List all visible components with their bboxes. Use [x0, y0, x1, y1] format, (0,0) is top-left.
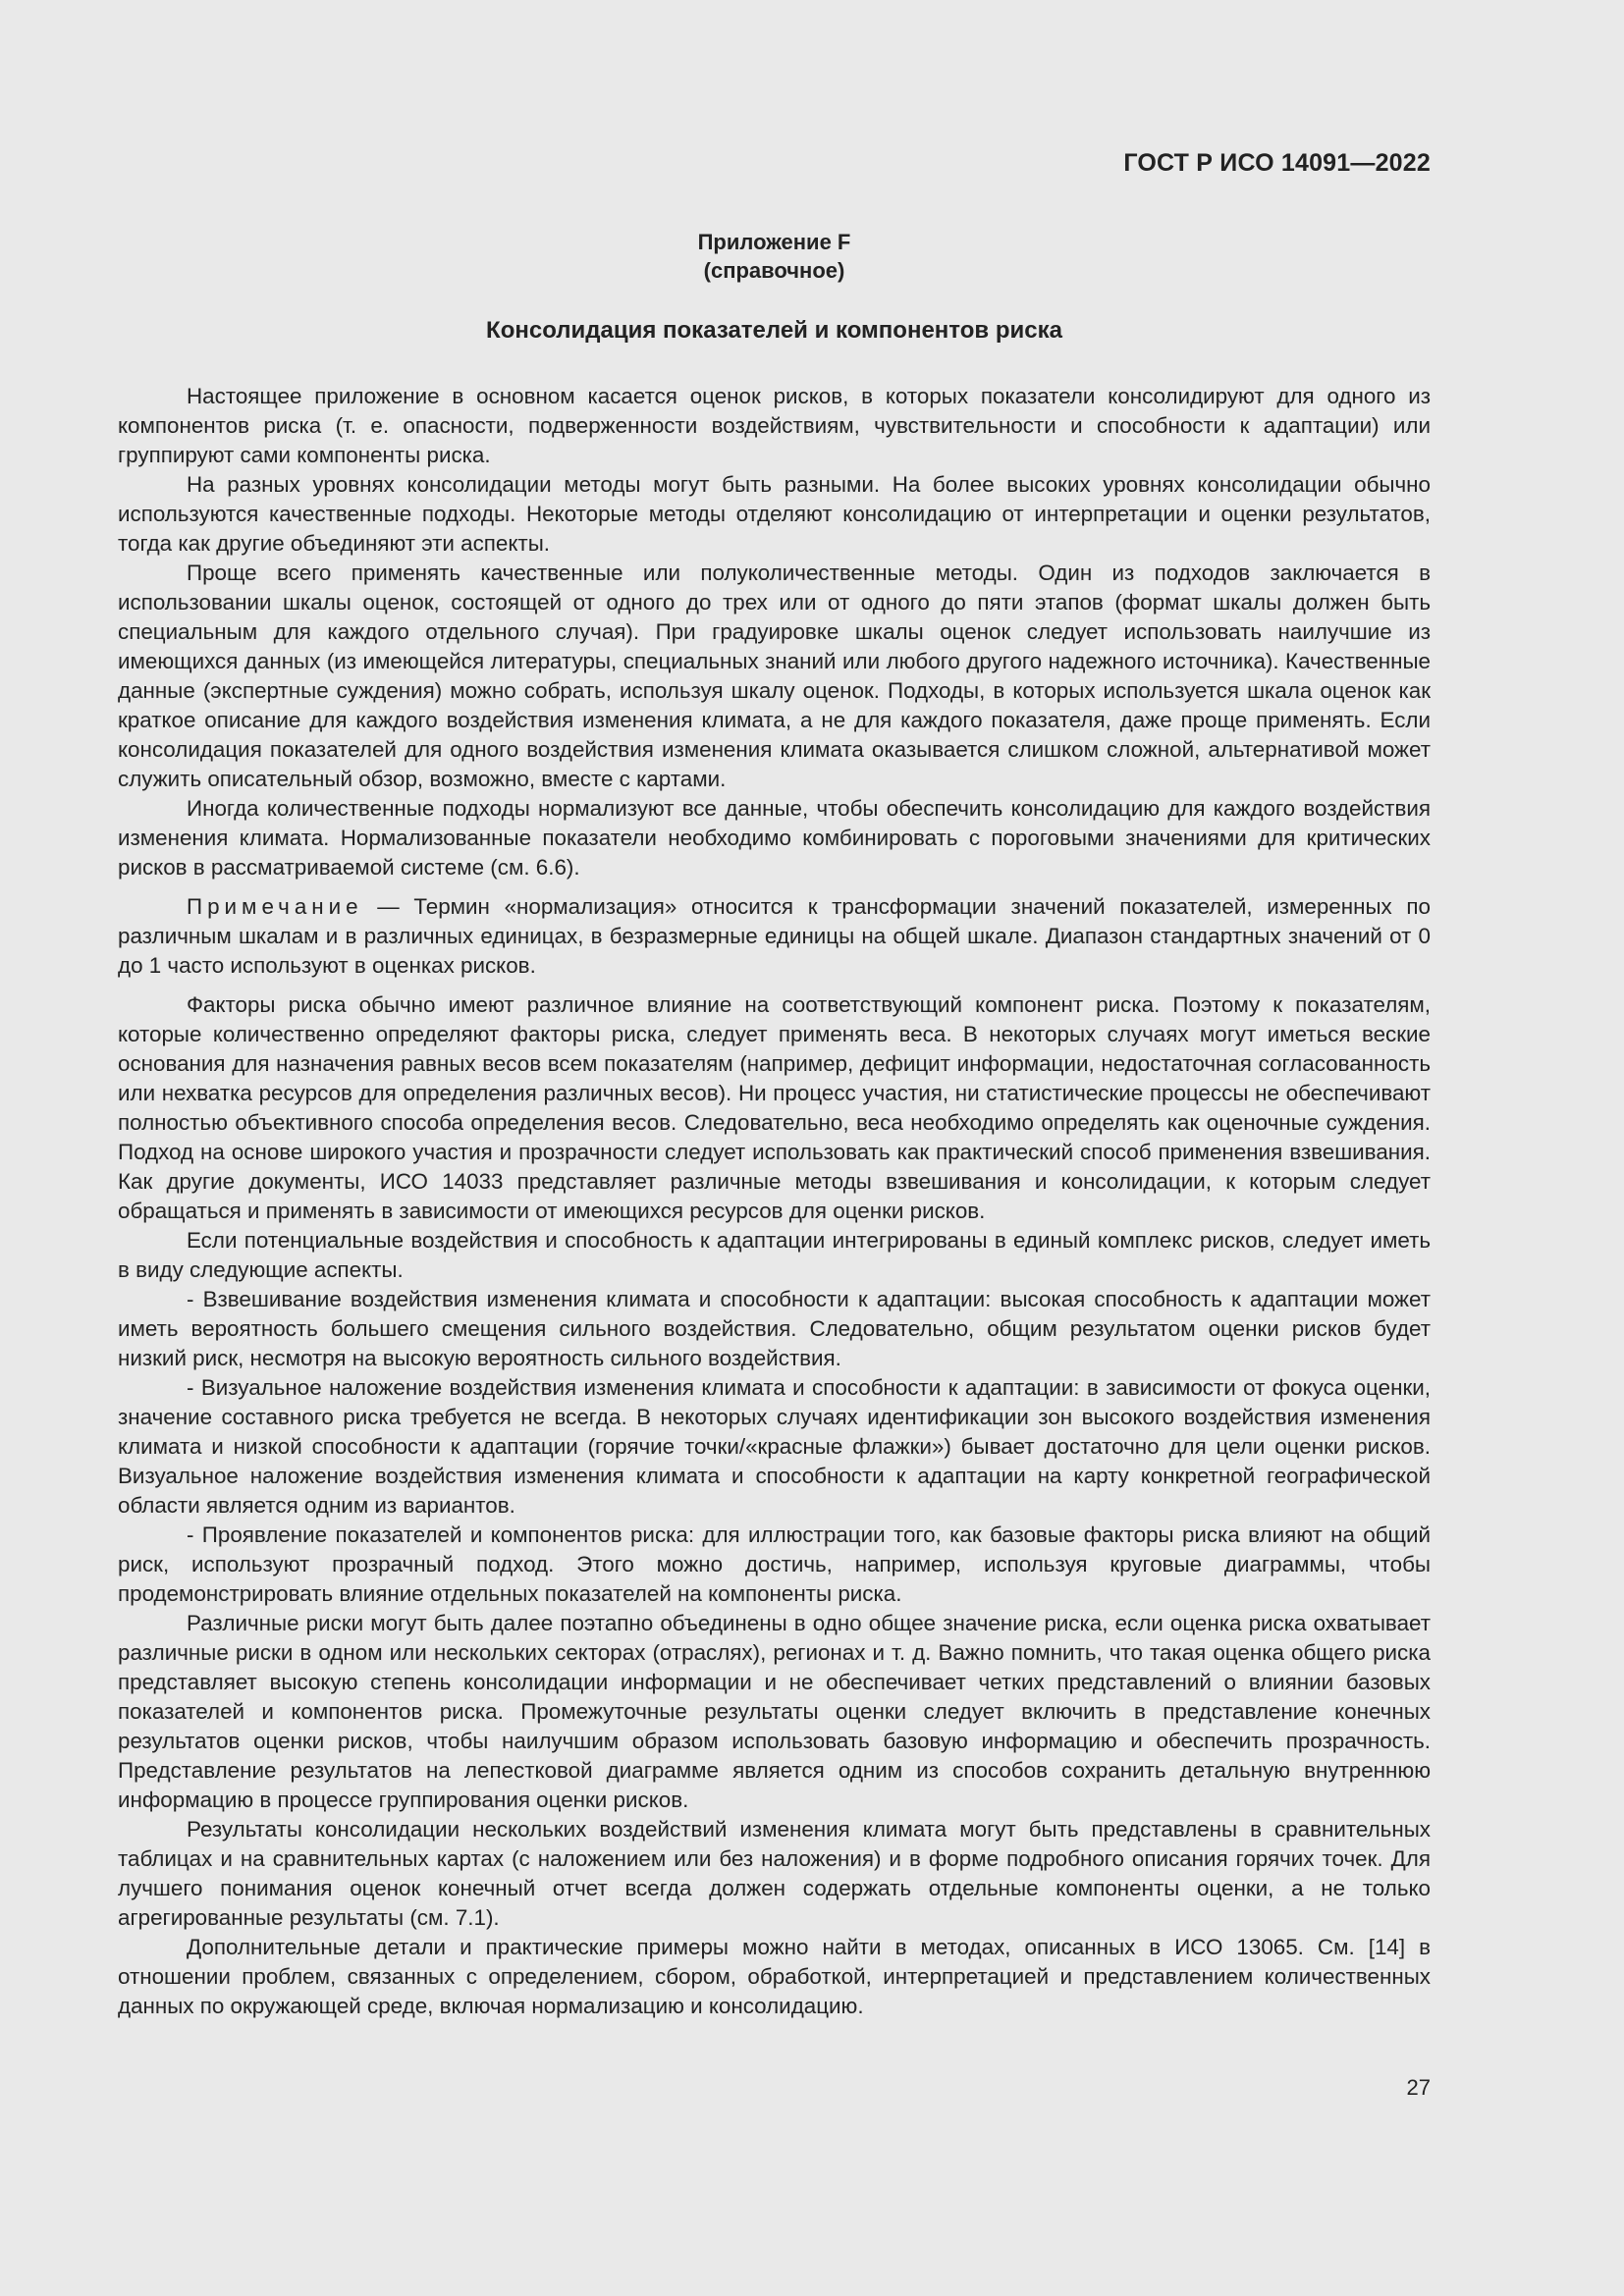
- list-item: - Проявление показателей и компонентов риска: для иллюстрации того, как базовые факторы риска влияют на общий риск, используют прозрачный подход. Этого можно достичь, например, используя круговые диаграммы, чтобы продемонстрировать влияние отдельных показателей на компоненты риска.: [118, 1522, 1431, 1606]
- paragraph: Результаты консолидации нескольких воздействий изменения климата могут быть представлены в сравнительных таблицах и на сравнительных картах (с наложением или без наложения) и в форме подробного описания горячих точек. Для лучшего понимания оценок конечный отчет всегда должен содержать отдельные компоненты оценки, а не только агрегированные результаты (см. 7.1).: [118, 1817, 1431, 1930]
- paragraph: На разных уровнях консолидации методы могут быть разными. На более высоких уровнях консолидации обычно используются качественные подходы. Некоторые методы отделяют консолидацию от интерпретации и оценки результатов, тогда как другие объединяют эти аспекты.: [118, 472, 1431, 556]
- paragraph: Если потенциальные воздействия и способность к адаптации интегрированы в единый комплекс рисков, следует иметь в виду следующие аспекты.: [118, 1228, 1431, 1282]
- annex-title: Консолидация показателей и компонентов риска: [486, 317, 1062, 344]
- paragraph: Настоящее приложение в основном касается оценок рисков, в которых показатели консолидируют для одного из компонентов риска (т. е. опасности, подверженности воздействиям, чувствительности и способности к адаптации) или группируют сами компоненты риска.: [118, 384, 1431, 467]
- paragraph: Факторы риска обычно имеют различное влияние на соответствующий компонент риска. Поэтому к показателям, которые количественно определяют факторы риска, следует применять веса. В некоторых случаях могут иметься веские основания для назначения равных весов всем показателям (например, дефицит информации, недостаточная согласованность или нехватка ресурсов для определения различных весов). Ни процесс участия, ни статистические процессы не обеспечивают полностью объективного способа определения весов. Следовательно, веса необходимо определять как оценочные суждения. Подход на основе широкого участия и прозрачности следует использовать как практический способ применения взвешивания. Как другие документы, ИСО 14033 представляет различные методы взвешивания и консолидации, к которым следует обращаться и применять в зависимости от имеющихся ресурсов для оценки рисков.: [118, 992, 1431, 1223]
- note-label: Примечание: [187, 894, 363, 919]
- annex-type: (справочное): [703, 258, 845, 283]
- note: [118, 892, 1431, 981]
- document-code: ГОСТ Р ИСО 14091—2022: [1123, 149, 1431, 177]
- annex-heading: [0, 228, 1548, 285]
- list-item: - Взвешивание воздействия изменения климата и способности к адаптации: высокая способность к адаптации может иметь вероятность большего смещения сильного воздействия. Следовательно, общим результатом оценки рисков будет низкий риск, несмотря на высокую вероятность сильного воздействия.: [118, 1287, 1431, 1370]
- annex-body: [118, 382, 1431, 2021]
- list-item: - Визуальное наложение воздействия изменения климата и способности к адаптации: в зависимости от фокуса оценки, значение составного риска требуется не всегда. В некоторых случаях идентификации зон высокого воздействия изменения климата и низкой способности к адаптации (горячие точки/«красные флажки») бывает достаточно для цели оценки рисков. Визуальное наложение воздействия изменения климата и способности к адаптации на карту конкретной географической области является одним из вариантов.: [118, 1375, 1431, 1518]
- annex-label: Приложение F: [697, 230, 851, 254]
- paragraph: Различные риски могут быть далее поэтапно объединены в одно общее значение риска, если оценка риска охватывает различные риски в одном или нескольких секторах (отраслях), регионах и т. д. Важно помнить, что такая оценка общего риска представляет высокую степень консолидации информации и не обеспечивает четких представлений о влиянии базовых показателей и компонентов риска. Промежуточные результаты оценки следует включить в представление конечных результатов оценки рисков, чтобы наилучшим образом использовать базовую информацию и обеспечить прозрачность. Представление результатов на лепестковой диаграмме является одним из способов сохранить детальную внутреннюю информацию в процессе группирования оценки рисков.: [118, 1611, 1431, 1812]
- paragraph: Иногда количественные подходы нормализуют все данные, чтобы обеспечить консолидацию для каждого воздействия изменения климата. Нормализованные показатели необходимо комбинировать с пороговыми значениями для критических рисков в рассматриваемой системе (см. 6.6).: [118, 796, 1431, 880]
- paragraph: Проще всего применять качественные или полуколичественные методы. Один из подходов заключается в использовании шкалы оценок, состоящей от одного до трех или от одного до пяти этапов (формат шкалы должен быть специальным для каждого отдельного случая). При градуировке шкалы оценок следует использовать наилучшие из имеющихся данных (из имеющейся литературы, специальных знаний или любого другого надежного источника). Качественные данные (экспертные суждения) можно собрать, используя шкалу оценок. Подходы, в которых используется шкала оценок как краткое описание для каждого воздействия изменения климата, а не для каждого показателя, даже проще применять. Если консолидация показателей для одного воздействия изменения климата оказывается слишком сложной, альтернативой может служить описательный обзор, возможно, вместе с картами.: [118, 561, 1431, 791]
- page-number: 27: [1406, 2075, 1431, 2100]
- note-text: — Термин «нормализация» относится к трансформации значений показателей, измеренных по различным шкалам и в различных единицах, в безразмерные единицы на общей шкале. Диапазон стандартных значений от 0 до 1 часто используют в оценках рисков.: [118, 894, 1431, 978]
- paragraph: Дополнительные детали и практические примеры можно найти в методах, описанных в ИСО 13065. См. [14] в отношении проблем, связанных с определением, сбором, обработкой, интерпретацией и представлением количественных данных по окружающей среде, включая нормализацию и консолидацию.: [118, 1935, 1431, 2018]
